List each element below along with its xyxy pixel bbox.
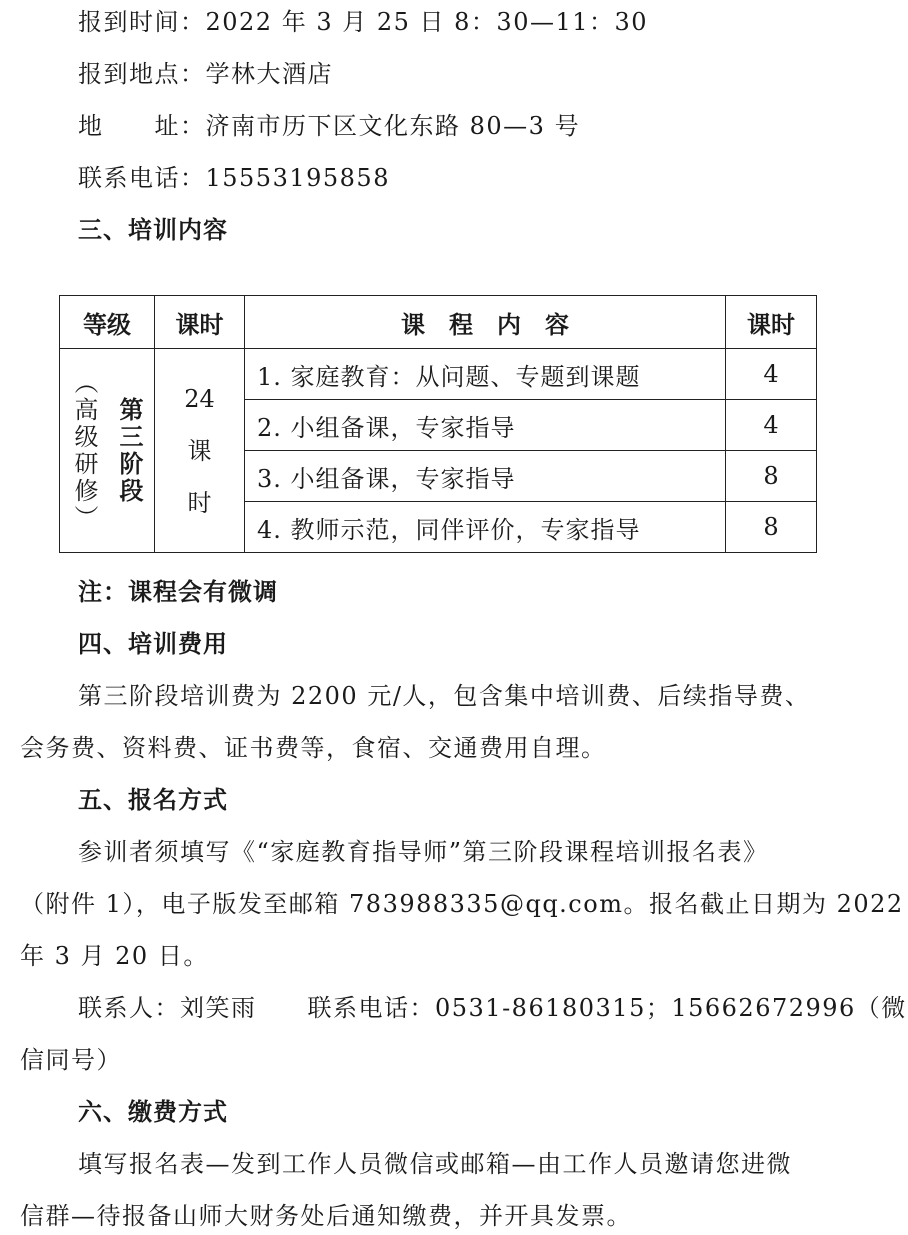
payment-paragraph-line-2: 信群—待报备山师大财务处后通知缴费，并开具发票。 [20, 1202, 632, 1230]
total-hours-cell [155, 349, 245, 553]
fees-paragraph-line-1: 第三阶段培训费为 2200 元/人，包含集中培训费、后续指导费、 [78, 682, 811, 710]
course-content: 3. 小组备课，专家指导 [245, 451, 726, 502]
registration-phone: 联系电话：15553195858 [78, 164, 390, 192]
registration-paragraph-line-1: 参训者须填写《“家庭教育指导师”第三阶段课程培训报名表》 [78, 838, 769, 866]
table-row [60, 349, 817, 400]
course-hours: 4 [726, 400, 817, 451]
registration-address: 地 址：济南市历下区文化东路 80—3 号 [78, 112, 581, 140]
registration-time: 报到时间：2022 年 3 月 25 日 8：30—11：30 [78, 8, 649, 36]
section-heading-payment-method: 六、缴费方式 [78, 1098, 228, 1126]
total-hours-unit-2: 时 [187, 488, 212, 517]
section-heading-training-content: 三、培训内容 [78, 216, 228, 244]
registration-paragraph-line-2: （附件 1），电子版发至邮箱 783988335@qq.com。报名截止日期为 2022 [20, 890, 904, 918]
header-hours-right: 课时 [726, 296, 817, 349]
stage-label: 第三阶段 [115, 396, 143, 505]
contact-line-1: 联系人：刘笑雨 联系电话：0531-86180315；15662672996（微 [78, 994, 907, 1022]
table-header-row [60, 296, 817, 349]
fees-paragraph-line-2: 会务费、资料费、证书费等，食宿、交通费用自理。 [20, 734, 607, 762]
level-label: （高级研修） [70, 369, 98, 532]
course-content: 4. 教师示范，同伴评价，专家指导 [245, 502, 726, 553]
course-hours: 8 [726, 451, 817, 502]
course-hours: 8 [726, 502, 817, 553]
section-heading-registration-method: 五、报名方式 [78, 786, 228, 814]
section-heading-fees: 四、培训费用 [78, 630, 228, 658]
header-course-content: 课 程 内 容 [245, 296, 726, 349]
contact-line-2: 信同号） [20, 1046, 122, 1074]
total-hours-unit-1: 课 [187, 436, 212, 465]
course-hours: 4 [726, 349, 817, 400]
course-content: 2. 小组备课，专家指导 [245, 400, 726, 451]
level-cell [60, 349, 155, 553]
total-hours-number: 24 [184, 384, 215, 413]
payment-paragraph-line-1: 填写报名表—发到工作人员微信或邮箱—由工作人员邀请您进微 [78, 1150, 792, 1178]
registration-place: 报到地点：学林大酒店 [78, 60, 333, 88]
registration-paragraph-line-3: 年 3 月 20 日。 [20, 942, 209, 970]
header-level: 等级 [60, 296, 155, 349]
course-table [59, 295, 817, 553]
header-hours: 课时 [155, 296, 245, 349]
course-note: 注：课程会有微调 [78, 578, 278, 606]
course-content: 1. 家庭教育：从问题、专题到课题 [245, 349, 726, 400]
